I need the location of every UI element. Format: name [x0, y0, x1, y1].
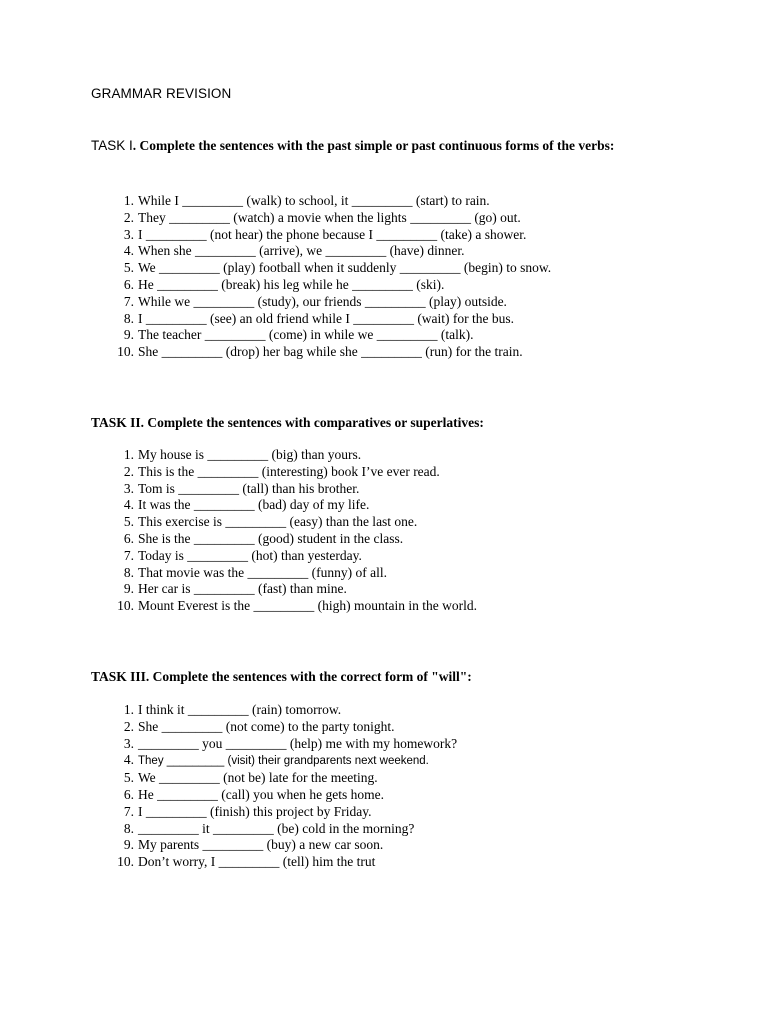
- item-number: 7.: [123, 803, 134, 819]
- item-number: 9.: [123, 581, 134, 597]
- item-text: We _________ (play) football when it suddenly _________ (begin) to snow.: [138, 260, 552, 276]
- item-text: We _________ (not be) late for the meeting.: [138, 770, 378, 786]
- list-item: [91, 581, 477, 598]
- item-text: My house is _________ (big) than yours.: [138, 447, 362, 462]
- task1-heading-text: . Complete the sentences with the past simple or past continuous forms of the verbs:: [132, 138, 615, 153]
- item-text: It was the _________ (bad) day of my life.: [138, 497, 370, 513]
- item-number: 4.: [123, 497, 134, 513]
- item-number: 10.: [117, 344, 134, 360]
- item-text: She _________ (not come) to the party tonight.: [138, 718, 395, 734]
- item-number: 1.: [123, 447, 134, 462]
- list-item: [91, 227, 551, 244]
- task1-heading: [91, 136, 661, 156]
- item-number: 3.: [123, 480, 134, 496]
- item-number: 3.: [123, 735, 134, 751]
- list-item: [91, 531, 477, 548]
- item-number: 7.: [123, 293, 134, 309]
- item-text: That movie was the _________ (funny) of all.: [138, 564, 387, 580]
- item-number: 6.: [123, 530, 134, 546]
- item-text: When she _________ (arrive), we _________ (have) dinner.: [138, 243, 465, 259]
- list-item: [91, 497, 477, 514]
- list-item: [91, 719, 457, 736]
- item-number: 7.: [123, 547, 134, 563]
- item-text: Mount Everest is the _________ (high) mountain in the world.: [138, 598, 477, 614]
- item-text: The teacher _________ (come) in while we _________ (talk).: [138, 327, 474, 343]
- list-item: [91, 702, 457, 719]
- item-number: 9.: [123, 837, 134, 853]
- item-number: 8.: [123, 564, 134, 580]
- item-number: 8.: [123, 310, 134, 326]
- list-item: [91, 344, 551, 361]
- item-text: This is the _________ (interesting) book I’ve ever read.: [138, 463, 440, 479]
- list-item: [91, 277, 551, 294]
- task2-list: [91, 447, 477, 615]
- list-item: [91, 821, 457, 838]
- list-item: [91, 243, 551, 260]
- list-item: [91, 464, 477, 481]
- list-item: [91, 804, 457, 821]
- item-text: While I _________ (walk) to school, it _________ (start) to rain.: [138, 193, 490, 208]
- item-number: 2.: [123, 718, 134, 734]
- item-number: 3.: [123, 226, 134, 242]
- item-text: _________ it _________ (be) cold in the morning?: [138, 820, 415, 836]
- item-number: 6.: [123, 786, 134, 802]
- item-text: Today is _________ (hot) than yesterday.: [138, 547, 362, 563]
- task1-label: TASK I: [91, 138, 133, 153]
- document-title: GRAMMAR REVISION: [91, 86, 232, 101]
- item-text: Tom is _________ (tall) than his brother.: [138, 480, 360, 496]
- list-item: [91, 837, 457, 854]
- list-item: [91, 752, 457, 770]
- item-text: He _________ (call) you when he gets home.: [138, 786, 384, 802]
- list-item: [91, 770, 457, 787]
- item-text: I _________ (not hear) the phone because I _________ (take) a shower.: [138, 226, 527, 242]
- item-number: 4.: [123, 243, 134, 259]
- item-number: 2.: [123, 463, 134, 479]
- item-number: 2.: [123, 209, 134, 225]
- item-number: 6.: [123, 276, 134, 292]
- task1-list: [91, 193, 551, 361]
- task3-list: [91, 702, 457, 871]
- list-item: [91, 854, 457, 871]
- list-item: [91, 598, 477, 615]
- item-text: My parents _________ (buy) a new car soon.: [138, 837, 384, 853]
- item-text: This exercise is _________ (easy) than the last one.: [138, 514, 418, 530]
- item-text: They _________ (visit) their grandparents next weekend.: [138, 755, 429, 768]
- list-item: [91, 447, 477, 464]
- list-item: [91, 514, 477, 531]
- item-text: While we _________ (study), our friends _________ (play) outside.: [138, 293, 507, 309]
- task3-heading: TASK III. Complete the sentences with the correct form of "will":: [91, 669, 472, 684]
- list-item: [91, 311, 551, 328]
- list-item: [91, 294, 551, 311]
- item-number: 1.: [123, 702, 134, 717]
- item-text: Her car is _________ (fast) than mine.: [138, 581, 347, 597]
- item-text: I _________ (finish) this project by Friday.: [138, 803, 372, 819]
- item-text: _________ you _________ (help) me with my homework?: [138, 735, 458, 751]
- list-item: [91, 565, 477, 582]
- list-item: [91, 210, 551, 227]
- list-item: [91, 787, 457, 804]
- item-number: 8.: [123, 820, 134, 836]
- list-item: [91, 548, 477, 565]
- list-item: [91, 193, 551, 210]
- item-number: 9.: [123, 327, 134, 343]
- item-number: 10.: [117, 598, 134, 614]
- item-number: 4.: [123, 752, 134, 768]
- item-number: 10.: [117, 854, 134, 870]
- item-number: 5.: [123, 260, 134, 276]
- item-text: Don’t worry, I _________ (tell) him the trut: [138, 854, 376, 870]
- item-number: 5.: [123, 770, 134, 786]
- list-item: [91, 327, 551, 344]
- list-item: [91, 481, 477, 498]
- item-text: I think it _________ (rain) tomorrow.: [138, 702, 342, 717]
- list-item: [91, 736, 457, 753]
- item-text: She is the _________ (good) student in the class.: [138, 530, 404, 546]
- list-item: [91, 260, 551, 277]
- item-text: I _________ (see) an old friend while I _________ (wait) for the bus.: [138, 310, 515, 326]
- item-number: 5.: [123, 514, 134, 530]
- item-text: He _________ (break) his leg while he _________ (ski).: [138, 276, 445, 292]
- task2-heading: TASK II. Complete the sentences with comparatives or superlatives:: [91, 415, 484, 430]
- item-text: She _________ (drop) her bag while she _________ (run) for the train.: [138, 344, 523, 360]
- item-text: They _________ (watch) a movie when the lights _________ (go) out.: [138, 209, 521, 225]
- item-number: 1.: [123, 193, 134, 208]
